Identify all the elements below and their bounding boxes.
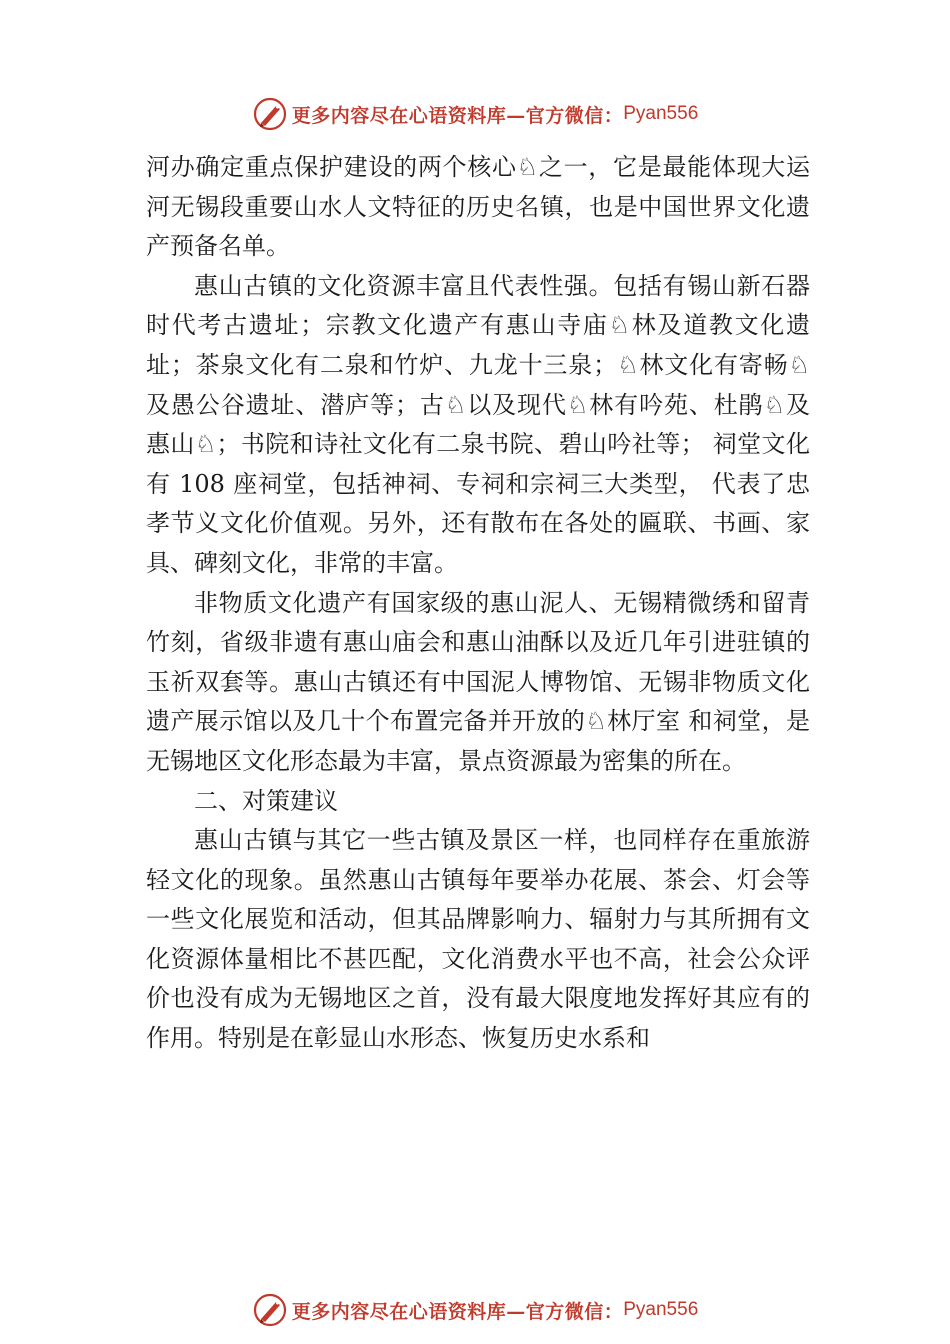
- wechat-id: Pyan556: [623, 103, 699, 124]
- footer-banner: [0, 1288, 950, 1332]
- paragraph-4: 惠山古镇与其它一些古镇及景区一样，也同样存在重旅游轻文化的现象。虽然惠山古镇每年要举办花展、茶会、灯会等一些文化展览和活动，但其品牌影响力、辐射力与其所拥有文化资源体量相比不甚匹配，文化消费水平也不高，社会公众评价也没有成为无锡地区之首，没有最大限度地发挥好其应有的作用。特别是在彰显山水形态、恢复历史水系和: [146, 826, 810, 1053]
- banner-text: 更多内容尽在心语资料库—官方微信：: [291, 104, 624, 127]
- pen-logo-icon: [252, 1292, 288, 1328]
- section-heading: 二、对策建议: [194, 786, 338, 815]
- wechat-id: Pyan556: [623, 1299, 699, 1320]
- paragraph-3: 非物质文化遗产有国家级的惠山泥人、无锡精微绣和留青竹刻，省级非遗有惠山庙会和惠山油酥以及近几年引进驻镇的玉祈双套等。惠山古镇还有中国泥人博物馆、无锡非物质文化遗产展示馆以及几十个布置完备并开放的♘林厅室 和祠堂，是无锡地区文化形态最为丰富，景点资源最为密集的所在。: [146, 588, 810, 775]
- header-banner: [0, 92, 950, 136]
- pen-logo-icon: [252, 96, 288, 132]
- paragraph-1: 河办确定重点保护建设的两个核心♘之一，它是最能体现大运河无锡段重要山水人文特征的历史名镇，也是中国世界文化遗产预备名单。: [146, 153, 810, 261]
- document-body: [146, 148, 810, 1059]
- banner-text: 更多内容尽在心语资料库—官方微信：: [291, 1300, 624, 1323]
- paragraph-2: 惠山古镇的文化资源丰富且代表性强。包括有锡山新石器时代考古遗址；宗教文化遗产有惠山寺庙♘林及道教文化遗址；茶泉文化有二泉和竹炉、九龙十三泉；♘林文化有寄畅♘及愚公谷遗址、潜庐等；古♘以及现代♘林有吟苑、杜鹃♘及惠山♘；书院和诗社文化有二泉书院、碧山吟社等； 祠堂文化有 108 座祠堂，包括神祠、专祠和宗祠三大类型， 代表了忠孝节义文化价值观。另外，还有散布在各处的匾联、书画、家具、碑刻文化，非常的丰富。: [146, 271, 810, 577]
